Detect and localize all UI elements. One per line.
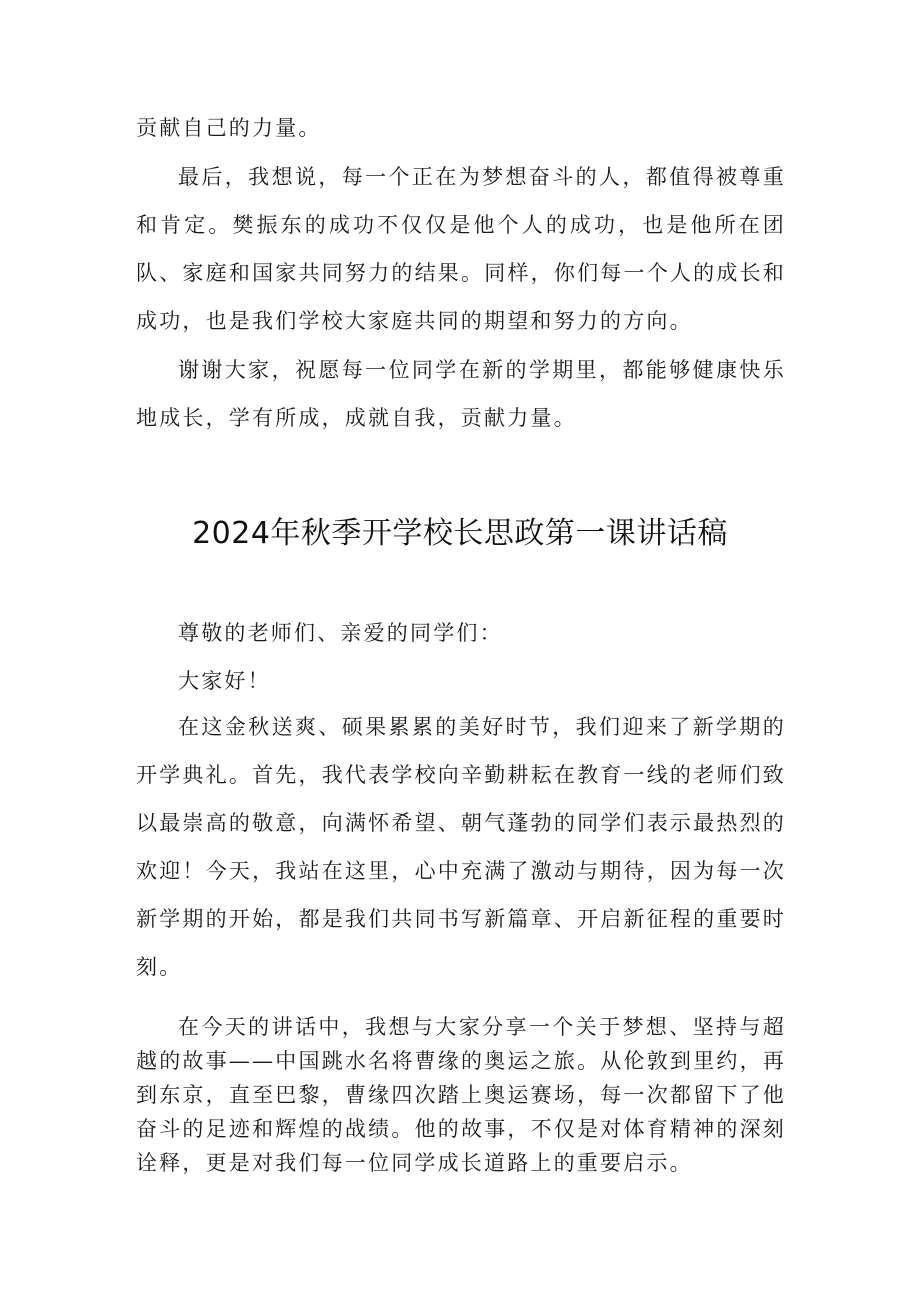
- body-paragraph-2: 在今天的讲话中，我想与大家分享一个关于梦想、坚持与超越的故事——中国跳水名将曹缘的奥运之旅。从伦敦到里约，再到东京，直至巴黎，曹缘四次踏上奥运赛场，每一次都留下了他奋斗的足迹和辉煌的战绩。他的故事，不仅是对体育精神的深刻诠释，更是对我们每一位同学成长道路上的重要启示。: [136, 1015, 786, 1175]
- closing-paragraph-1: 最后，我想说，每一个正在为梦想奋斗的人，都值得被尊重和肯定。樊振东的成功不仅仅是他个人的成功，也是他所在团队、家庭和国家共同努力的结果。同样，你们每一个人的成长和成功，也是我们学校大家庭共同的期望和努力的方向。: [136, 165, 786, 333]
- body-paragraph-1: 在这金秋送爽、硕果累累的美好时节，我们迎来了新学期的开学典礼。首先，我代表学校向辛勤耕耘在教育一线的老师们致以最崇高的敬意，向满怀希望、朝气蓬勃的同学们表示最热烈的欢迎！今天，我站在这里，心中充满了激动与期待，因为每一次新学期的开始，都是我们共同书写新篇章、开启新征程的重要时刻。: [136, 715, 786, 979]
- salutation: 尊敬的老师们、亲爱的同学们：: [178, 621, 503, 645]
- greeting: 大家好！: [178, 669, 271, 693]
- closing-paragraph-2: 谢谢大家，祝愿每一位同学在新的学期里，都能够健康快乐地成长，学有所成，成就自我，贡献力量。: [136, 358, 786, 430]
- continued-paragraph: 贡献自己的力量。: [136, 116, 322, 140]
- page-title: 2024年秋季开学校长思政第一课讲话稿: [192, 516, 728, 551]
